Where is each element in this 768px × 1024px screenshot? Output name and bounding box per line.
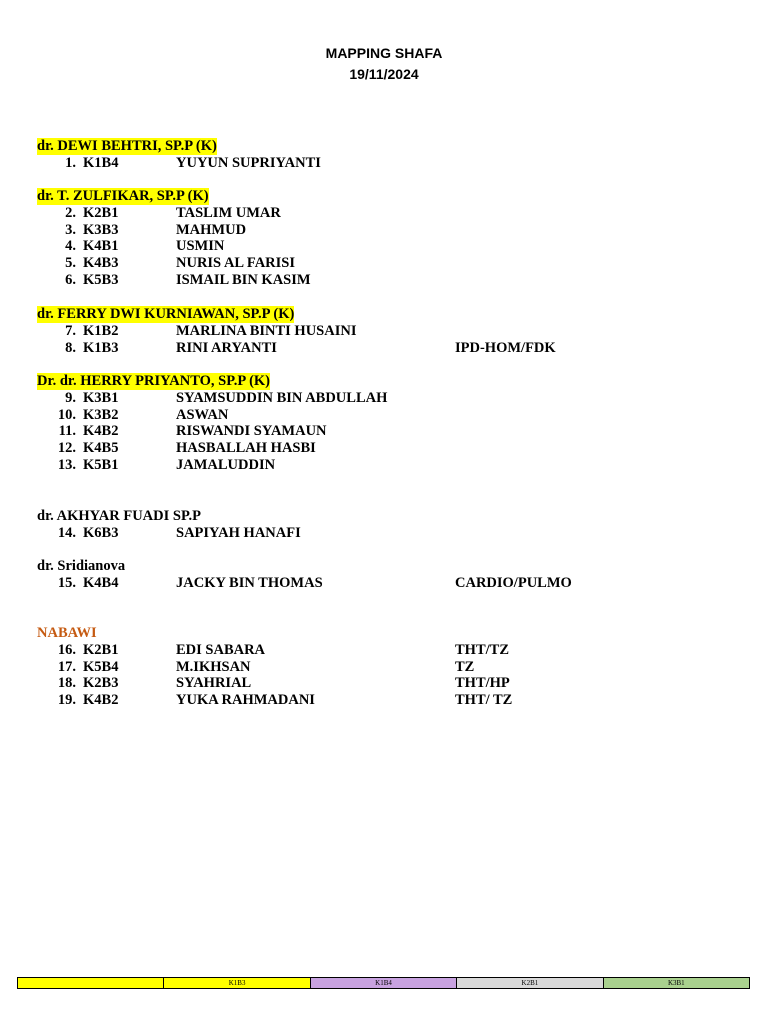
doctor-heading [0, 558, 768, 575]
patient-row [0, 390, 768, 407]
entry-number: 3. [65, 221, 76, 238]
doctor-heading [0, 138, 768, 155]
entry-number: 4. [65, 238, 76, 255]
room-code: K1B2 [83, 322, 119, 339]
doctor-heading [0, 373, 768, 390]
room-code: K4B4 [83, 574, 119, 591]
patient-name: RISWANDI SYAMAUN [176, 423, 327, 440]
patient-row [0, 155, 768, 172]
room-code: K3B3 [83, 221, 119, 238]
patient-row [0, 238, 768, 255]
patient-name: JAMALUDDIN [176, 457, 276, 473]
legend-cell [18, 978, 164, 988]
entry-number: 19. [57, 692, 76, 709]
patient-row [0, 205, 768, 222]
doctor-name: dr. FERRY DWI KURNIAWAN, SP.P (K) [37, 306, 295, 322]
patient-note: THT/ TZ [455, 692, 513, 709]
doctor-name: Dr. dr. HERRY PRIYANTO, SP.P (K) [37, 373, 271, 389]
doctor-name: dr. T. ZULFIKAR, SP.P (K) [37, 188, 209, 204]
patient-row [0, 692, 768, 709]
entry-number: 6. [65, 272, 76, 288]
patient-name: EDI SABARA [176, 641, 266, 658]
entry-number: 2. [65, 204, 76, 221]
legend-cell: K2B1 [457, 978, 603, 988]
page-date: 19/11/2024 [349, 66, 419, 82]
doctor-name: dr. DEWI BEHTRI, SP.P (K) [37, 138, 217, 154]
patient-name: YUKA RAHMADANI [176, 692, 315, 709]
room-code: K3B1 [83, 389, 119, 406]
room-code: K1B4 [83, 154, 119, 171]
room-code: K4B5 [83, 440, 119, 457]
patient-note: THT/HP [455, 675, 510, 692]
color-legend-bar [17, 977, 750, 989]
patient-note: CARDIO/PULMO [455, 574, 572, 591]
room-code: K1B3 [83, 339, 119, 356]
patient-row [0, 255, 768, 272]
patient-name: YUYUN SUPRIYANTI [176, 154, 321, 171]
room-code: K5B3 [83, 272, 119, 288]
patient-note: IPD-HOM/FDK [455, 339, 556, 356]
room-code: K4B1 [83, 238, 119, 255]
patient-row [0, 340, 768, 357]
patient-name: M.IKHSAN [176, 658, 251, 675]
entry-number: 9. [65, 389, 76, 406]
patient-name: HASBALLAH HASBI [176, 440, 316, 457]
patient-row [0, 323, 768, 340]
entry-number: 17. [57, 658, 76, 675]
patient-row [0, 272, 768, 289]
patient-row [0, 423, 768, 440]
room-code: K5B4 [83, 658, 119, 675]
doctor-name: NABAWI [37, 625, 97, 641]
patient-name: MARLINA BINTI HUSAINI [176, 322, 357, 339]
legend-cell: K1B4 [311, 978, 457, 988]
room-code: K2B3 [83, 675, 119, 692]
patient-name: SYAMSUDDIN BIN ABDULLAH [176, 389, 388, 406]
room-code: K6B3 [83, 524, 119, 541]
entry-number: 14. [57, 524, 76, 541]
patient-row [0, 440, 768, 457]
doctor-heading [0, 188, 768, 205]
patient-row [0, 525, 768, 542]
patient-row [0, 642, 768, 659]
patient-row [0, 222, 768, 239]
entry-number: 7. [65, 322, 76, 339]
room-code: K3B2 [83, 406, 119, 423]
entry-number: 15. [57, 574, 76, 591]
room-code: K2B1 [83, 641, 119, 658]
patient-name: MAHMUD [176, 221, 247, 238]
patient-name: ISMAIL BIN KASIM [176, 272, 311, 288]
patient-row [0, 407, 768, 424]
entry-number: 10. [57, 406, 76, 423]
entry-number: 12. [57, 440, 76, 457]
patient-note: THT/TZ [455, 641, 509, 658]
patient-name: JACKY BIN THOMAS [176, 574, 323, 591]
patient-name: SAPIYAH HANAFI [176, 524, 301, 541]
patient-name: SYAHRIAL [176, 675, 252, 692]
patient-name: NURIS AL FARISI [176, 255, 295, 272]
patient-note: TZ [455, 658, 475, 675]
entry-number: 5. [65, 255, 76, 272]
patient-row [0, 675, 768, 692]
entry-number: 18. [57, 675, 76, 692]
legend-cell: K3B1 [604, 978, 749, 988]
patient-row [0, 659, 768, 676]
entry-number: 11. [58, 423, 76, 440]
patient-row [0, 575, 768, 592]
room-code: K5B1 [83, 457, 119, 473]
doctor-heading [0, 508, 768, 525]
room-code: K4B3 [83, 255, 119, 272]
patient-name: RINI ARYANTI [176, 339, 277, 356]
entry-number: 13. [57, 457, 76, 473]
doctor-heading [0, 306, 768, 323]
doctor-heading [0, 625, 768, 642]
patient-name: USMIN [176, 238, 225, 255]
patient-name: ASWAN [176, 406, 229, 423]
doctor-name: dr. AKHYAR FUADI SP.P [37, 508, 201, 524]
entry-number: 8. [65, 339, 76, 356]
patient-row [0, 457, 768, 474]
room-code: K2B1 [83, 204, 119, 221]
entry-number: 1. [65, 154, 76, 171]
room-code: K4B2 [83, 692, 119, 709]
legend-cell: K1B3 [164, 978, 310, 988]
patient-name: TASLIM UMAR [176, 204, 281, 221]
room-code: K4B2 [83, 423, 119, 440]
doctor-name: dr. Sridianova [37, 558, 126, 574]
entry-number: 16. [57, 641, 76, 658]
page-title: MAPPING SHAFA [325, 45, 443, 61]
